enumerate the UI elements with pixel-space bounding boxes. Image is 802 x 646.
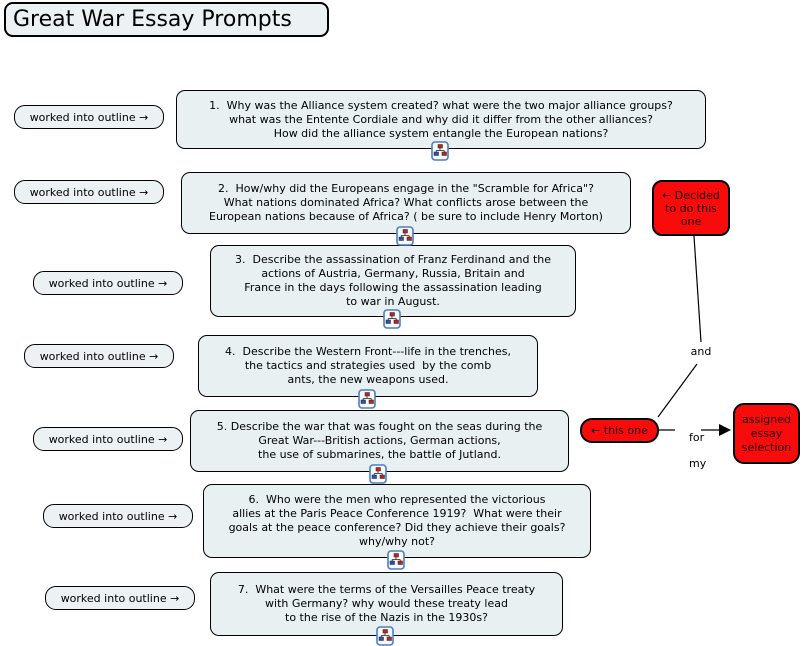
prompt-line: 1. Why was the Alliance system created? what were the two major alliance groups?	[209, 98, 673, 112]
outline-label-7[interactable]: worked into outline →	[45, 586, 195, 610]
prompt-line: actions of Austria, Germany, Russia, Britain and	[261, 267, 525, 280]
outline-label-1[interactable]: worked into outline →	[14, 105, 164, 129]
prompt-line: 7. What were the terms of the Versailles Peace treaty	[237, 583, 536, 596]
outline-label-5[interactable]: worked into outline →	[33, 427, 183, 451]
link-label-and[interactable]: and	[686, 345, 716, 358]
prompt-line: what was the Entente Cordiale and why did it differ from the other alliances?	[229, 112, 653, 126]
prompt-line: with Germany? why would these treaty lead	[265, 597, 508, 610]
hierarchy-icon[interactable]	[358, 389, 376, 409]
hierarchy-icon[interactable]	[387, 550, 405, 570]
outline-label-6[interactable]: worked into outline →	[43, 504, 193, 528]
assigned-line: assigned	[742, 412, 791, 426]
this-one-node[interactable]	[580, 418, 659, 443]
prompt-line: the tactics and strategies used by the comb	[244, 359, 492, 372]
decided-line: one	[680, 214, 702, 228]
link-label-line: for	[689, 431, 705, 444]
assigned-essay-node[interactable]	[733, 403, 800, 464]
prompt-line: 6. Who were the men who represented the victorious	[248, 493, 546, 506]
prompt-line: How did the alliance system entangle the European nations?	[273, 126, 609, 140]
prompt-line: allies at the Paris Peace Conference 1919? What were their	[232, 507, 562, 520]
prompt-line: What nations dominated Africa? What conflicts arose between the	[223, 196, 589, 209]
edge-and-thisone	[658, 364, 697, 417]
prompt-line: France in the days following the assassination leading	[244, 281, 542, 294]
prompt-line: 5. Describe the war that was fought on the seas during the	[216, 420, 543, 433]
prompt-line: 4. Describe the Western Front---life in the trenches,	[225, 345, 511, 358]
prompt-line: European nations because of Africa? ( be sure to include Henry Morton)	[209, 210, 603, 223]
prompt-line: to the rise of the Nazis in the 1930s?	[285, 611, 488, 624]
assigned-line: essay	[750, 426, 783, 440]
link-label-line: my	[689, 457, 707, 470]
hierarchy-icon[interactable]	[396, 226, 414, 246]
prompt-line: why/why not?	[358, 535, 435, 548]
decided-line: ← Decided	[662, 188, 720, 202]
arrowhead-icon	[719, 424, 731, 436]
hierarchy-icon[interactable]	[376, 626, 394, 646]
this-one-label: ← this one	[591, 424, 648, 437]
prompt-node-4[interactable]	[198, 335, 538, 397]
prompt-line: goals at the peace conference? Did they achieve their goals?	[228, 521, 566, 534]
prompt-node-3[interactable]	[210, 245, 576, 317]
outline-label-2[interactable]: worked into outline →	[14, 180, 164, 204]
prompt-node-6[interactable]	[203, 484, 591, 558]
prompt-line: 3. Describe the assassination of Franz Ferdinand and the	[234, 253, 552, 266]
edge-decided-and	[694, 236, 701, 342]
hierarchy-icon[interactable]	[431, 141, 449, 161]
prompt-line: Great War---British actions, German actions,	[258, 434, 501, 447]
prompt-node-2[interactable]	[181, 172, 631, 234]
prompt-line: 2. How/why did the Europeans engage in the "Scramble for Africa"?	[218, 182, 594, 195]
map-title-node[interactable]: Great War Essay Prompts	[4, 2, 329, 37]
outline-label-3[interactable]: worked into outline →	[33, 271, 183, 295]
prompt-line: ants, the new weapons used.	[287, 373, 449, 386]
prompt-line: to war in August.	[346, 295, 440, 308]
prompt-line: the use of submarines, the battle of Jutland.	[258, 448, 501, 461]
decided-line: to do this	[665, 201, 717, 215]
assigned-line: selection	[741, 440, 792, 454]
outline-label-4[interactable]: worked into outline →	[24, 344, 174, 368]
hierarchy-icon[interactable]	[369, 464, 387, 484]
hierarchy-icon[interactable]	[383, 309, 401, 329]
link-label-for-my[interactable]	[675, 418, 707, 483]
decided-node[interactable]	[652, 180, 730, 236]
prompt-node-5[interactable]	[190, 410, 569, 472]
